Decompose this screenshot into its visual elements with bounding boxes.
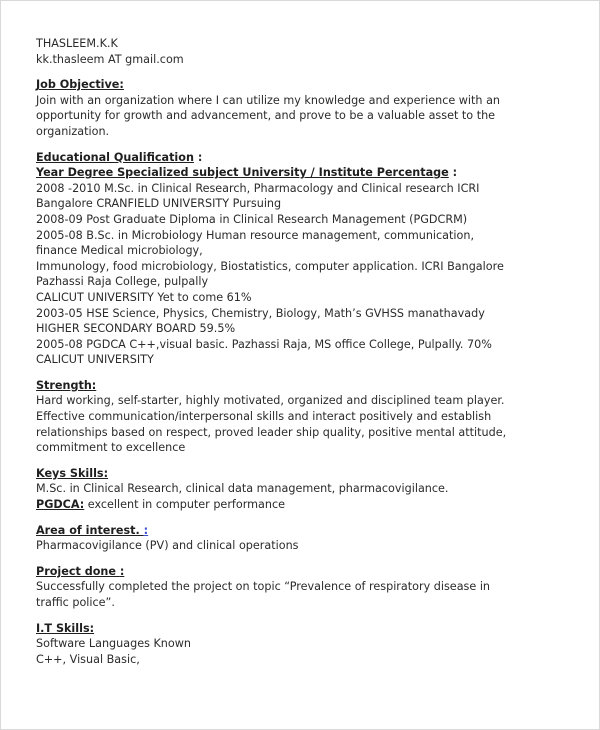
job-objective-line: opportunity for growth and advancement, and prove to be a valuable asset to the: [36, 109, 496, 123]
area-of-interest-heading: Area of interest.: [36, 523, 144, 537]
education-heading: Educational Qualification: [36, 150, 194, 164]
pgdca-label: PGDCA:: [36, 498, 85, 512]
job-objective-heading: Job Objective:: [36, 78, 124, 92]
project-heading-row: [36, 564, 576, 580]
area-of-interest-line: Pharmacovigilance (PV) and clinical operations: [36, 539, 299, 553]
strength-line: Effective communication/interpersonal skills and interact positively and establish: [36, 410, 492, 424]
education-line: CALICUT UNIVERSITY: [36, 353, 154, 367]
pgdca-row: [36, 497, 576, 513]
project-line: traffic police”.: [36, 596, 115, 609]
section-job-objective: [36, 77, 576, 139]
area-of-interest-colon: :: [143, 523, 149, 537]
section-key-skills: [36, 466, 576, 513]
section-project: [36, 564, 576, 611]
section-area-of-interest: [36, 523, 576, 554]
education-line: 2008-09 Post Graduate Diploma in Clinical Research Management (PGDCRM): [36, 212, 468, 226]
education-subheading-row: [36, 165, 576, 181]
education-line: finance Medical microbiology,: [36, 244, 203, 258]
education-heading-colon: :: [193, 150, 203, 164]
it-skills-line: Software Languages Known: [36, 637, 191, 651]
education-line: 2003-05 HSE Science, Physics, Chemistry, Biology, Math’s GVHSS manathavady: [36, 306, 485, 320]
project-line: Successfully completed the project on topic “Prevalence of respiratory disease in: [36, 580, 491, 594]
it-skills-heading: I.T Skills:: [36, 621, 95, 635]
education-subheading: Year Degree Specialized subject University / Institute Percentage: [36, 166, 449, 180]
area-of-interest-heading-row: [36, 523, 576, 539]
education-line: HIGHER SECONDARY BOARD 59.5%: [36, 322, 236, 336]
candidate-name: THASLEEM.K.K: [36, 37, 118, 50]
section-it-skills: [36, 621, 576, 668]
job-objective-line: organization.: [36, 124, 110, 138]
education-subheading-colon: :: [448, 166, 458, 180]
section-strength: [36, 378, 576, 456]
pgdca-text: excellent in computer performance: [84, 498, 285, 512]
job-objective-line: Join with an organization where I can utilize my knowledge and experience with an: [36, 93, 501, 107]
candidate-email: kk.thasleem AT gmail.com: [36, 52, 184, 66]
strength-line: relationships based on respect, proved leader ship quality, positive mental attitude,: [36, 425, 507, 439]
education-line: CALICUT UNIVERSITY Yet to come 61%: [36, 290, 252, 304]
education-line: Pazhassi Raja College, pulpally: [36, 275, 209, 289]
resume-document: [36, 36, 576, 667]
education-line: Bangalore CRANFIELD UNIVERSITY Pursuing: [36, 197, 282, 211]
education-line: 2005-08 B.Sc. in Microbiology Human resource management, communication,: [36, 228, 475, 242]
section-education: [36, 150, 576, 368]
key-skills-line: M.Sc. in Clinical Research, clinical data management, pharmacovigilance.: [36, 482, 449, 496]
education-line: Immunology, food microbiology, Biostatistics, computer application. ICRI Bangalore: [36, 259, 504, 273]
key-skills-heading: Keys Skills:: [36, 466, 109, 480]
project-heading: Project done: [36, 564, 120, 578]
strength-heading: Strength:: [36, 378, 97, 392]
strength-line: Hard working, self-starter, highly motivated, organized and disciplined team player.: [36, 394, 505, 408]
education-heading-row: [36, 150, 576, 166]
strength-line: commitment to excellence: [36, 441, 186, 455]
education-line: 2008 -2010 M.Sc. in Clinical Research, Pharmacology and Clinical research ICRI: [36, 181, 480, 195]
it-skills-line: C++, Visual Basic,: [36, 652, 140, 666]
education-line: 2005-08 PGDCA C++,visual basic. Pazhassi Raja, MS office College, Pulpally. 70%: [36, 337, 492, 351]
project-heading-colon: :: [119, 564, 125, 578]
